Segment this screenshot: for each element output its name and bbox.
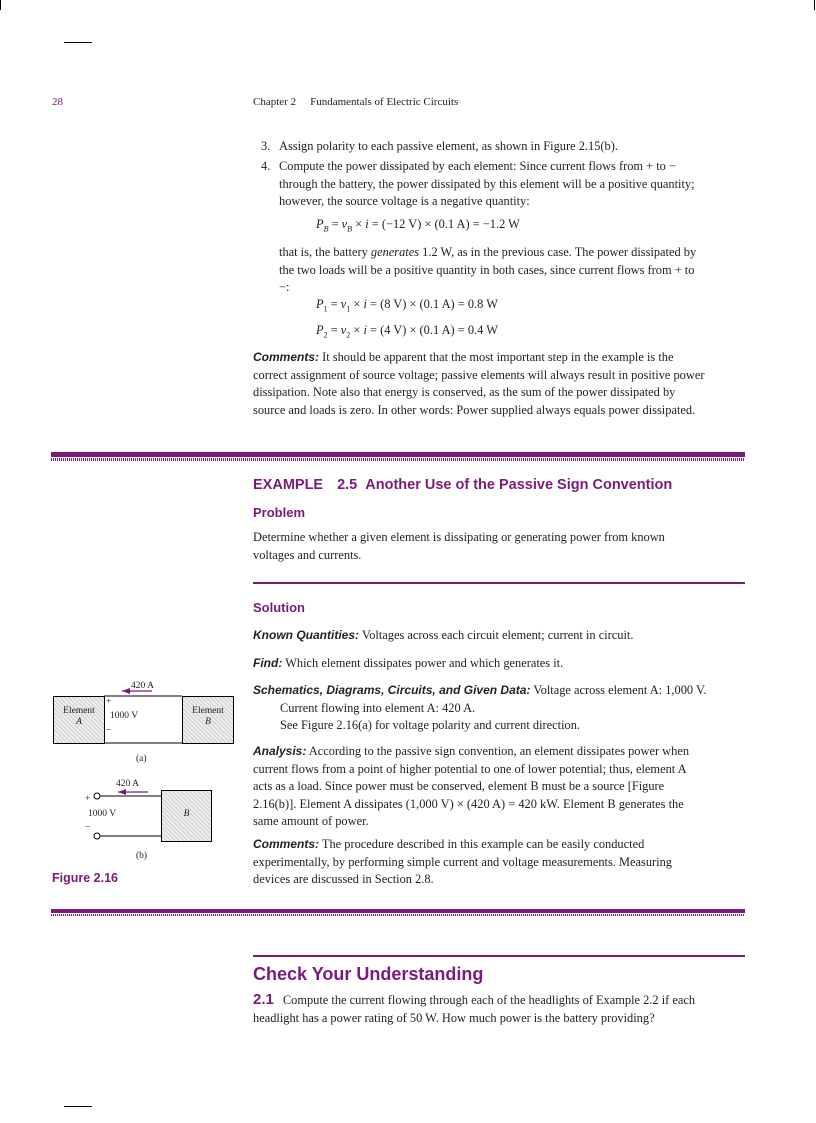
current-label-b: 420 A [116,779,139,789]
section-divider-hatch [51,458,745,461]
schematics-label: Schematics, Diagrams, Circuits, and Given Data: [253,683,531,697]
section-divider-hatch [51,914,745,916]
step-number: 4. [261,159,271,173]
crop-mark [814,0,815,10]
voltage-label-a: 1000 V [110,711,139,721]
crop-mark [0,0,1,10]
element-b-label [182,706,234,728]
step-text: Assign polarity to each passive element, as shown in Figure 2.15(b). [279,139,618,153]
page-number: 28 [52,96,63,108]
text-line: See Figure 2.16(a) for voltage polarity and current direction. [280,718,581,732]
problem-solution-divider [253,582,745,584]
known-label: Known Quantities: [253,628,359,642]
element-a-label [53,706,105,728]
step-number: 3. [261,139,271,153]
step-text: however, the source voltage is a negative quantity: [279,194,530,208]
text-line: same amount of power. [253,814,369,828]
text-line: −: [279,280,290,294]
text-line: Determine whether a given element is dissipating or generating power from known [253,530,665,544]
chapter-label: Chapter 2 [253,96,297,108]
text-line: Current flowing into element A: 420 A. [280,700,476,715]
check-divider [253,955,745,957]
figure-caption: Figure 2.16 [52,871,118,885]
equation-p2: $P_2 = v_2 \times i = (4$ V) × (0.1 A) = 0.4 W [316,323,498,340]
text-line: Compute the current flowing through each of the headlights of Example 2.2 if each [282,993,696,1007]
step-4 [261,158,751,211]
example-heading [253,477,672,493]
plus-sign-a: + [106,697,112,707]
example-title: Another Use of the Passive Sign Convention [365,477,673,493]
text-line: the two loads will be a positive quantity in both cases, since current flows from + to [279,262,695,277]
text-line: A [76,717,82,727]
step-3 [261,138,751,156]
example-number: 2.5 [337,477,358,493]
solution-heading: Solution [253,600,305,615]
find-label: Find: [253,656,283,670]
text-line: dissipation. Note also that energy is conserved, as the sum of the power dissipated by [253,385,676,399]
analysis [253,743,753,831]
equation-p1: $P_1 = v_1 \times i = (8$ V) × (0.1 A) = 0.8 W [316,297,498,314]
text-line: Voltages across each circuit element; current in circuit. [361,628,634,642]
analysis-label: Analysis: [253,744,307,758]
comments-label: Comments: [253,350,320,364]
figure-b-label: (b) [136,851,148,861]
crop-mark [64,1106,92,1107]
step-text: Compute the power dissipated by each element: Since current flows from + to − [279,159,676,173]
text-line: voltages and currents. [253,547,362,562]
text-line: The procedure described in this example can be easily conducted [321,837,645,851]
text-line: headlight has a power rating of 50 W. How much power is the battery providing? [253,1010,655,1025]
voltage-label-b: 1000 V [88,809,117,819]
running-header [253,96,458,108]
problem-text [253,529,753,564]
example-comments [253,836,753,889]
find [253,655,753,673]
step-text: through the battery, the power dissipated by this element will be a positive quantity; [279,176,695,191]
text-line: Element [192,706,224,716]
comments-label: Comments: [253,837,320,851]
text-segment: 1.2 W, as in the previous case. The power dissipated by [419,245,697,259]
text-line: B [205,717,211,727]
text-line: acts as a load. Since power must be conserved, element B must be a source [Figure [253,779,665,793]
schematics [253,682,753,735]
equation-pb: $P_B = v_B \times i = (-12$ V) × (0.1 A) = −1.2 W [316,217,520,234]
check-heading: Check Your Understanding [253,964,484,984]
text-line: According to the passive sign convention, an element dissipates power when [308,744,690,758]
text-line: It should be apparent that the most important step in the example is the [322,350,674,364]
section-divider [51,909,745,913]
text-line: Voltage across element A: 1,000 V. [533,683,707,697]
minus-sign-b: − [85,823,91,833]
text-line: current flows from a point of higher potential to one of lower potential; thus, element A [253,761,687,776]
comments-paragraph [253,349,753,419]
check-number: 2.1 [253,991,274,1008]
text-line: experimentally, by performing simple current and voltage measurements. Measuring [253,854,672,869]
step-4-continued [279,244,749,297]
known-quantities [253,627,753,645]
check-question [253,991,753,1027]
text-segment: that is, the battery [279,245,371,259]
section-divider [51,452,745,457]
chapter-title: Fundamentals of Electric Circuits [310,96,459,108]
minus-sign-a: − [106,726,112,736]
text-line: correct assignment of source voltage; passive elements will always result in positive power [253,367,705,382]
plus-sign-b: + [85,794,91,804]
figure-a-label: (a) [136,754,147,764]
text-line: source and loads is zero. In other words: Power supplied always equals power dissipated. [253,402,696,417]
example-word: EXAMPLE [253,477,324,493]
text-line: Element [63,706,95,716]
crop-mark [64,42,92,43]
problem-heading: Problem [253,505,306,520]
text-line: Which element dissipates power and which generates it. [285,656,564,670]
emphasis: generates [370,245,420,259]
text-line: devices are discussed in Section 2.8. [253,872,434,886]
element-b-source-label: B [183,809,190,819]
current-label-a: 420 A [131,681,154,691]
text-line: 2.16(b)]. Element A dissipates (1,000 V) × (420 A) = 420 kW. Element B generates the [253,796,684,811]
